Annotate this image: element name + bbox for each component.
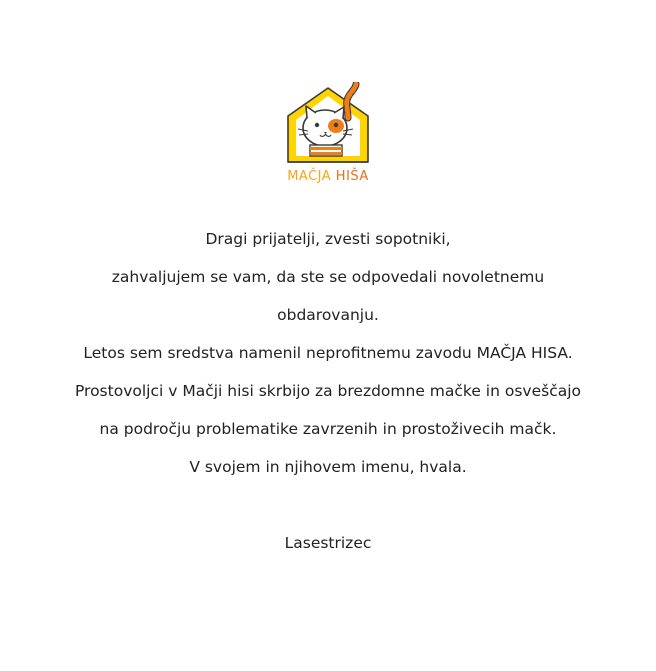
letter-line: Prostovoljci v Mačji hisi skrbijo za brezdomne mačke in osveščajo bbox=[74, 382, 582, 400]
letter-line: V svojem in njihovem imenu, hvala. bbox=[189, 458, 467, 476]
cat-house-logo-icon bbox=[278, 82, 378, 168]
letter-spacer bbox=[0, 486, 656, 524]
logo-wordmark-part1: MAČJA bbox=[287, 169, 332, 184]
macja-hisa-logo bbox=[278, 82, 378, 188]
letter-line: Letos sem sredstva namenil neprofitnemu zavodu MAČJA HISA. bbox=[83, 344, 573, 362]
letter-signature: Lasestrizec bbox=[284, 534, 372, 552]
logo-wordmark bbox=[278, 169, 378, 185]
letter-line: obdarovanju. bbox=[277, 306, 379, 324]
letter-line: na področju problematike zavrzenih in prostoživecih mačk. bbox=[99, 420, 557, 438]
letter-body bbox=[0, 220, 656, 562]
letter-line: zahvaljujem se vam, da ste se odpovedali novoletnemu bbox=[111, 268, 545, 286]
logo-wordmark-part2: HIŠA bbox=[335, 169, 369, 184]
letter-line: Dragi prijatelji, zvesti sopotniki, bbox=[205, 230, 451, 248]
